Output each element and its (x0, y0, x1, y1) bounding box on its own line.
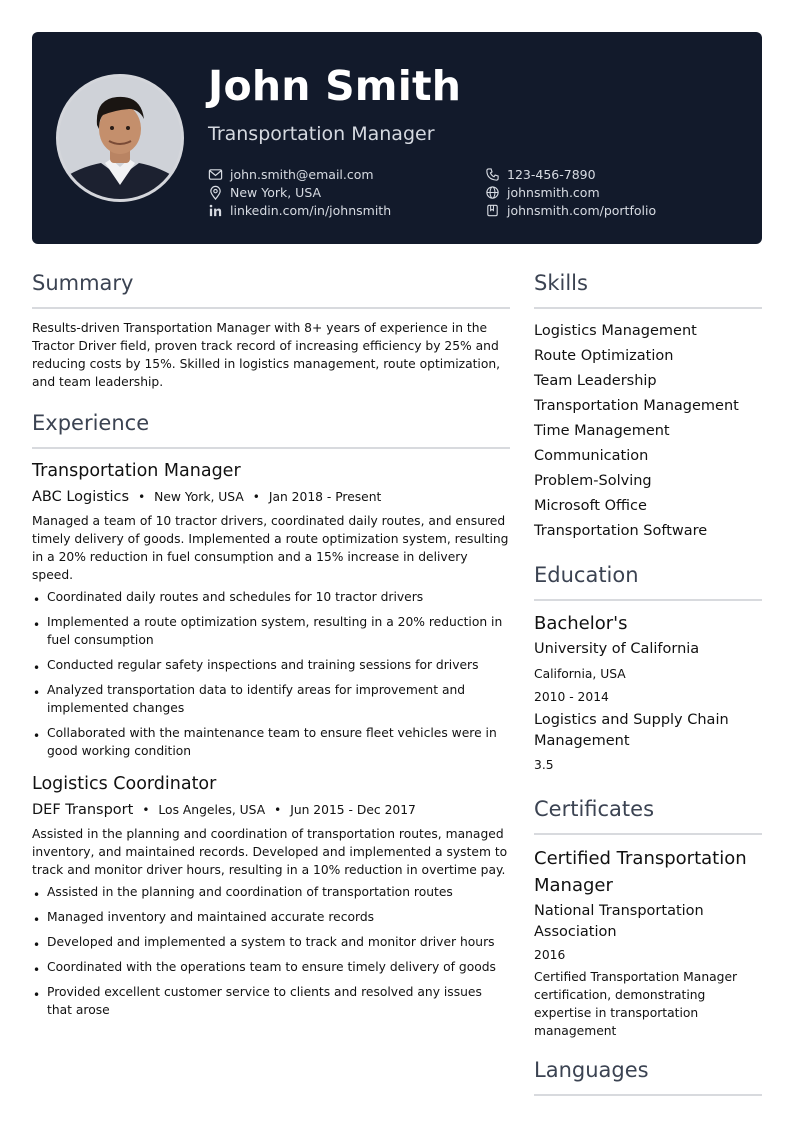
email-text: john.smith@email.com (230, 166, 374, 182)
list-item (32, 908, 510, 926)
list-item (32, 681, 510, 717)
skill-item: Route Optimization (534, 348, 674, 364)
job-entry (32, 459, 510, 760)
portfolio-text: johnsmith.com/portfolio (507, 202, 657, 218)
bullet-dot: • (33, 686, 41, 700)
job-entry (32, 772, 510, 1019)
skill-item: Communication (534, 448, 649, 464)
languages-heading: Languages (534, 1055, 762, 1096)
summary-heading: Summary (32, 268, 510, 309)
right-column (534, 268, 762, 1106)
list-item (32, 983, 510, 1019)
list-item (32, 724, 510, 760)
skill-item: Time Management (534, 423, 670, 439)
skills-heading: Skills (534, 268, 762, 309)
education-school: University of California (534, 641, 700, 657)
bullet-dot: • (33, 913, 41, 927)
certificate-issuer: National Transportation Association (534, 903, 704, 940)
education-dates: 2010 - 2014 (534, 690, 609, 704)
separator-dot: • (142, 803, 150, 817)
skills-section (534, 268, 762, 544)
phone-icon (485, 167, 500, 182)
bullet-dot: • (33, 729, 41, 743)
education-section (534, 560, 762, 777)
contact-website[interactable] (485, 183, 600, 201)
phone-text: 123-456-7890 (507, 166, 596, 182)
bullet-dot: • (33, 661, 41, 675)
job-meta (32, 487, 510, 507)
skill-item: Transportation Management (534, 398, 739, 414)
bullet-text: Collaborated with the maintenance team to ensure fleet vehicles were in good working condition (47, 726, 497, 758)
job-meta (32, 800, 510, 820)
job-bullets (32, 883, 510, 1019)
experience-section (32, 408, 510, 1019)
resume-header (32, 32, 762, 244)
certificate-description: Certified Transportation Manager certification, demonstrating expertise in transportation management (534, 970, 738, 1038)
experience-heading: Experience (32, 408, 510, 449)
job-title: Transportation Manager (32, 461, 241, 481)
bullet-text: Analyzed transportation data to identify areas for improvement and implemented changes (47, 683, 466, 715)
separator-dot: • (138, 490, 146, 504)
contact-email[interactable] (208, 165, 374, 183)
skill-item: Logistics Management (534, 323, 697, 339)
profile-photo (59, 77, 181, 199)
map-pin-icon (208, 185, 223, 200)
bullet-text: Coordinated with the operations team to ensure timely delivery of goods (47, 960, 496, 974)
website-text: johnsmith.com (507, 184, 600, 200)
separator-dot: • (274, 803, 282, 817)
separator-dot: • (252, 490, 260, 504)
candidate-role: Transportation Manager (208, 123, 435, 145)
list-item (32, 588, 510, 606)
summary-section (32, 268, 510, 391)
location-text: New York, USA (230, 184, 322, 200)
job-dates: Jan 2018 - Present (268, 490, 382, 504)
bullet-dot: • (33, 963, 41, 977)
linkedin-icon (208, 203, 223, 218)
job-description: Managed a team of 10 tractor drivers, coordinated daily routes, and ensured timely delivery of goods. Implemented a route optimization system, resulting in a 20% reduction in fuel consumption and a 15% increase in delivery speed. (32, 514, 509, 582)
envelope-icon (208, 167, 223, 182)
job-description: Assisted in the planning and coordination of transportation routes, managed inventory, and maintained records. Developed and implemented a system to track and monitor driver hours, resulting in a 10% reduction in overtime pay. (32, 827, 508, 877)
job-company: ABC Logistics (32, 489, 130, 505)
bullet-dot: • (33, 593, 41, 607)
bullet-text: Managed inventory and maintained accurate records (47, 910, 375, 924)
contact-phone[interactable] (485, 165, 596, 183)
globe-icon (485, 185, 500, 200)
contact-linkedin[interactable] (208, 201, 391, 219)
bullet-dot: • (33, 988, 41, 1002)
bullet-text: Provided excellent customer service to clients and resolved any issues that arose (47, 985, 482, 1017)
bullet-text: Coordinated daily routes and schedules for 10 tractor drivers (47, 590, 424, 604)
job-dates: Jun 2015 - Dec 2017 (290, 803, 416, 817)
list-item (32, 883, 510, 901)
skill-item: Microsoft Office (534, 498, 647, 514)
bullet-text: Developed and implemented a system to track and monitor driver hours (47, 935, 495, 949)
job-company: DEF Transport (32, 802, 134, 818)
contact-portfolio[interactable] (485, 201, 656, 219)
education-field: Logistics and Supply Chain Management (534, 712, 729, 749)
avatar (56, 74, 184, 202)
skill-item: Transportation Software (534, 523, 708, 539)
job-location: New York, USA (154, 490, 244, 504)
linkedin-text: linkedin.com/in/johnsmith (230, 202, 392, 218)
bullet-text: Assisted in the planning and coordination of transportation routes (47, 885, 453, 899)
list-item (32, 656, 510, 674)
list-item (32, 958, 510, 976)
education-gpa: 3.5 (534, 758, 554, 772)
certificate-year: 2016 (534, 948, 566, 962)
certificates-section (534, 794, 762, 1040)
education-degree: Bachelor's (534, 613, 628, 634)
job-bullets (32, 588, 510, 760)
skill-item: Problem-Solving (534, 473, 652, 489)
contact-location (208, 183, 321, 201)
bookmark-icon (485, 203, 500, 218)
education-location: California, USA (534, 667, 626, 681)
education-heading: Education (534, 560, 762, 601)
summary-text: Results-driven Transportation Manager with 8+ years of experience in the Tractor Driver field, proven track record of increasing efficiency by 25% and reducing costs by 15%. Skilled in logistics management, route optimization, and team leadership. (32, 321, 501, 389)
skill-item: Team Leadership (534, 373, 657, 389)
certificates-heading: Certificates (534, 794, 762, 835)
languages-section (534, 1055, 762, 1096)
job-title: Logistics Coordinator (32, 774, 217, 794)
job-location: Los Angeles, USA (158, 803, 266, 817)
list-item (32, 933, 510, 951)
bullet-dot: • (33, 938, 41, 952)
candidate-name: John Smith (208, 62, 462, 110)
bullet-dot: • (33, 888, 41, 902)
bullet-dot: • (33, 618, 41, 632)
bullet-text: Implemented a route optimization system, resulting in a 20% reduction in fuel consumption (47, 615, 503, 647)
list-item (32, 613, 510, 649)
left-column (32, 268, 510, 1026)
certificate-name: Certified Transportation Manager (534, 848, 747, 896)
bullet-text: Conducted regular safety inspections and training sessions for drivers (47, 658, 479, 672)
